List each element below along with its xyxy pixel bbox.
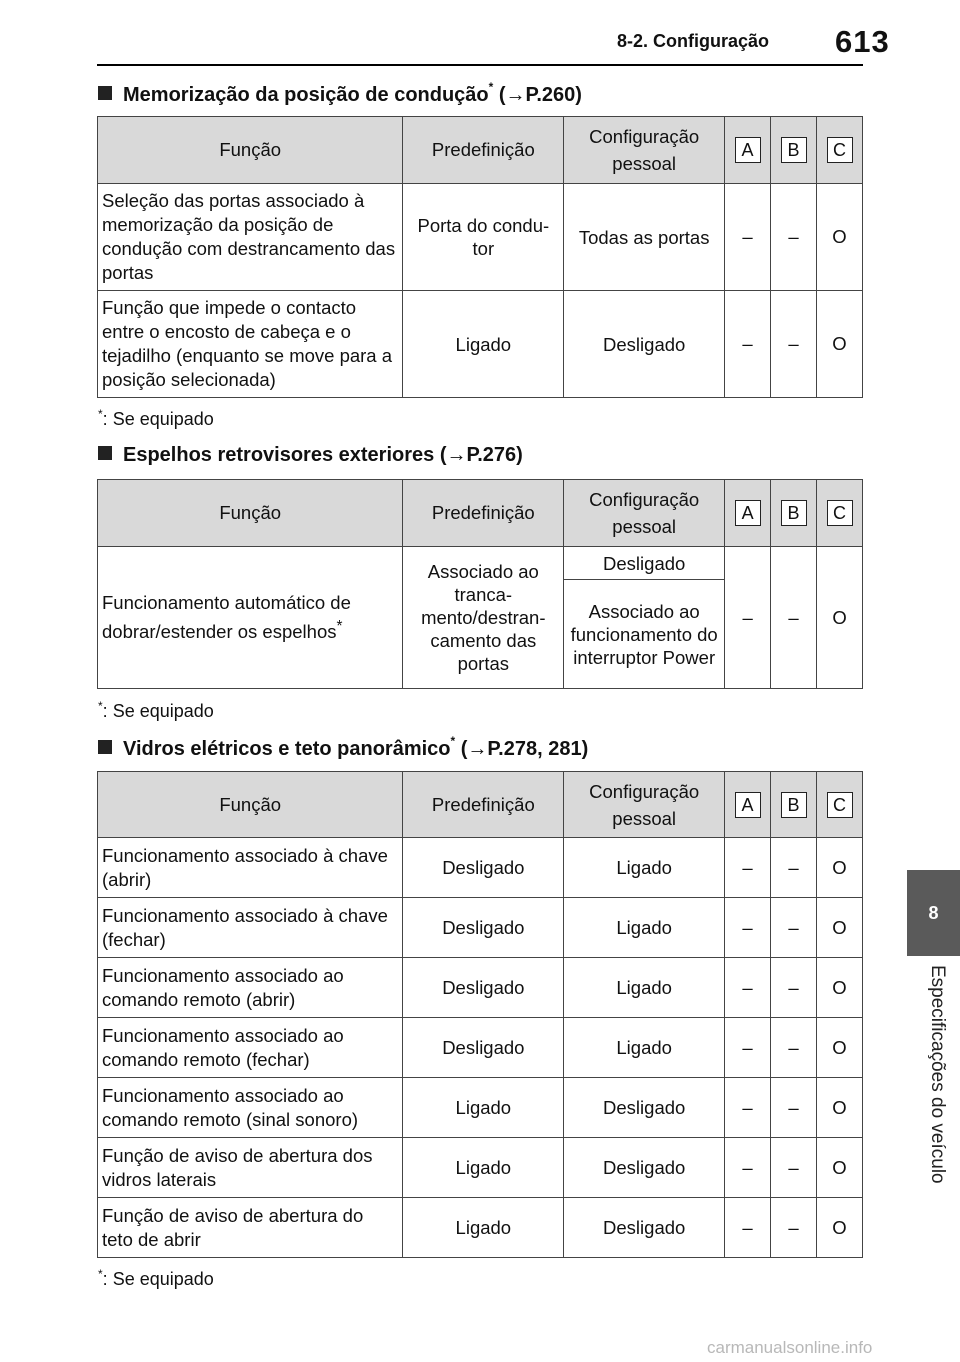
column-header-a: A [725, 480, 771, 547]
cell-predefinicao: Desligado [403, 958, 564, 1018]
column-header-configuracao: Configuração pessoal [564, 117, 725, 184]
page-reference: (→P.276) [439, 444, 523, 466]
column-header-c: C [817, 117, 863, 184]
cell-b: – [771, 838, 817, 898]
cell-a: – [725, 898, 771, 958]
table-row [98, 1138, 863, 1198]
table-header-row [98, 772, 863, 838]
cell-c: O [817, 898, 863, 958]
cell-a: – [725, 1078, 771, 1138]
cell-b: – [771, 184, 817, 291]
column-header-configuracao: Configuração pessoal [564, 480, 725, 547]
cell-configuracao: Ligado [564, 1018, 725, 1078]
table-row [98, 1198, 863, 1258]
cell-predefinicao: Porta do condu-tor [403, 184, 564, 291]
settings-table [97, 771, 863, 1258]
cell-configuracao: Desligado [564, 1198, 725, 1258]
section-heading [98, 80, 582, 107]
column-header-c: C [817, 480, 863, 547]
heading-text: Memorização da posição de condução [123, 84, 489, 106]
cell-c: O [817, 958, 863, 1018]
cell-c: O [817, 1078, 863, 1138]
section-heading [98, 734, 588, 761]
cell-predefinicao: Ligado [403, 1198, 564, 1258]
footnote: *: Se equipado [98, 699, 214, 721]
cell-configuracao: Desligado [564, 291, 725, 398]
watermark: carmanualsonline.info [707, 1338, 873, 1357]
page-reference: (→P.260) [498, 84, 582, 106]
section-heading [98, 444, 523, 467]
footnote-marker: * [450, 734, 456, 748]
cell-funcao: Funcionamento associado ao comando remoto (abrir) [98, 958, 403, 1018]
cell-configuracao: Desligado [564, 547, 725, 580]
cell-configuracao: Desligado [564, 1138, 725, 1198]
column-header-c: C [817, 772, 863, 838]
square-bullet-icon [98, 86, 112, 100]
settings-table [97, 116, 863, 398]
square-bullet-icon [98, 446, 112, 460]
cell-c: O [817, 291, 863, 398]
cell-c: O [817, 184, 863, 291]
cell-b: – [771, 547, 817, 689]
cell-configuracao: Desligado [564, 1078, 725, 1138]
cell-configuracao: Associado ao funcionamento do interruptor Power [564, 580, 725, 689]
footnote-text: Se equipado [112, 409, 214, 429]
cell-funcao: Função de aviso de abertura do teto de abrir [98, 1198, 403, 1258]
column-header-predefinicao: Predefinição [403, 480, 564, 547]
chapter-tab [907, 870, 960, 956]
chapter-label: Especificações do veículo [927, 965, 948, 1184]
cell-configuracao: Todas as portas [564, 184, 725, 291]
cell-b: – [771, 1198, 817, 1258]
heading-text: Vidros elétricos e teto panorâmico [123, 738, 451, 760]
cell-c: O [817, 1138, 863, 1198]
footnote-text: Se equipado [112, 701, 214, 721]
cell-predefinicao: Ligado [403, 291, 564, 398]
table-row [98, 958, 863, 1018]
table-header-row [98, 480, 863, 547]
cell-c: O [817, 1018, 863, 1078]
cell-a: – [725, 838, 771, 898]
page-number: 613 [835, 24, 890, 59]
cell-predefinicao: Ligado [403, 1138, 564, 1198]
cell-predefinicao: Ligado [403, 1078, 564, 1138]
cell-a: – [725, 1198, 771, 1258]
cell-b: – [771, 1138, 817, 1198]
cell-predefinicao: Desligado [403, 898, 564, 958]
page-reference: (→P.278, 281) [460, 738, 589, 760]
column-header-a: A [725, 772, 771, 838]
cell-configuracao: Ligado [564, 958, 725, 1018]
table-row [98, 898, 863, 958]
column-header-predefinicao: Predefinição [403, 117, 564, 184]
footnote-text: Se equipado [112, 1269, 214, 1289]
cell-funcao: Funcionamento associado à chave (fechar) [98, 898, 403, 958]
column-header-a: A [725, 117, 771, 184]
table-row [98, 547, 863, 580]
cell-a: – [725, 184, 771, 291]
table-row [98, 291, 863, 398]
cell-configuracao: Ligado [564, 898, 725, 958]
column-header-b: B [771, 772, 817, 838]
cell-a: – [725, 1138, 771, 1198]
page-header [0, 0, 960, 66]
column-header-funcao: Função [98, 772, 403, 838]
section-title: 8-2. Configuração [617, 31, 770, 51]
square-bullet-icon [98, 740, 112, 754]
table-header-row [98, 117, 863, 184]
column-header-funcao: Função [98, 480, 403, 547]
cell-funcao: Função de aviso de abertura dos vidros laterais [98, 1138, 403, 1198]
footnote-marker: * [336, 617, 343, 635]
cell-b: – [771, 1078, 817, 1138]
footnote: *: Se equipado [98, 407, 214, 429]
cell-funcao: Funcionamento automático de dobrar/estender os espelhos* [98, 547, 403, 689]
column-header-funcao: Função [98, 117, 403, 184]
column-header-b: B [771, 117, 817, 184]
table-row [98, 838, 863, 898]
cell-c: O [817, 1198, 863, 1258]
cell-c: O [817, 547, 863, 689]
settings-table [97, 479, 863, 689]
heading-text: Espelhos retrovisores exteriores [123, 444, 435, 466]
cell-a: – [725, 291, 771, 398]
column-header-configuracao: Configuração pessoal [564, 772, 725, 838]
cell-configuracao: Ligado [564, 838, 725, 898]
cell-predefinicao: Associado ao tranca-mento/destran-camento das portas [403, 547, 564, 689]
column-header-predefinicao: Predefinição [403, 772, 564, 838]
cell-funcao: Funcionamento associado ao comando remoto (sinal sonoro) [98, 1078, 403, 1138]
cell-funcao: Funcionamento associado ao comando remoto (fechar) [98, 1018, 403, 1078]
cell-funcao: Função que impede o contacto entre o encosto de cabeça e o tejadilho (enquanto se move para a posição selecionada) [98, 291, 403, 398]
cell-b: – [771, 958, 817, 1018]
table-row [98, 1018, 863, 1078]
cell-funcao: Funcionamento associado à chave (abrir) [98, 838, 403, 898]
cell-a: – [725, 958, 771, 1018]
header-rule [97, 64, 863, 66]
cell-funcao: Seleção das portas associado à memorização da posição de condução com destrancamento das portas [98, 184, 403, 291]
table-row [98, 1078, 863, 1138]
cell-predefinicao: Desligado [403, 1018, 564, 1078]
chapter-number: 8 [928, 902, 939, 923]
column-header-b: B [771, 480, 817, 547]
cell-b: – [771, 898, 817, 958]
cell-predefinicao: Desligado [403, 838, 564, 898]
cell-b: – [771, 291, 817, 398]
table-row [98, 184, 863, 291]
cell-a: – [725, 547, 771, 689]
cell-b: – [771, 1018, 817, 1078]
footnote-marker: * [488, 80, 494, 94]
cell-c: O [817, 838, 863, 898]
cell-a: – [725, 1018, 771, 1078]
footnote: *: Se equipado [98, 1267, 214, 1289]
